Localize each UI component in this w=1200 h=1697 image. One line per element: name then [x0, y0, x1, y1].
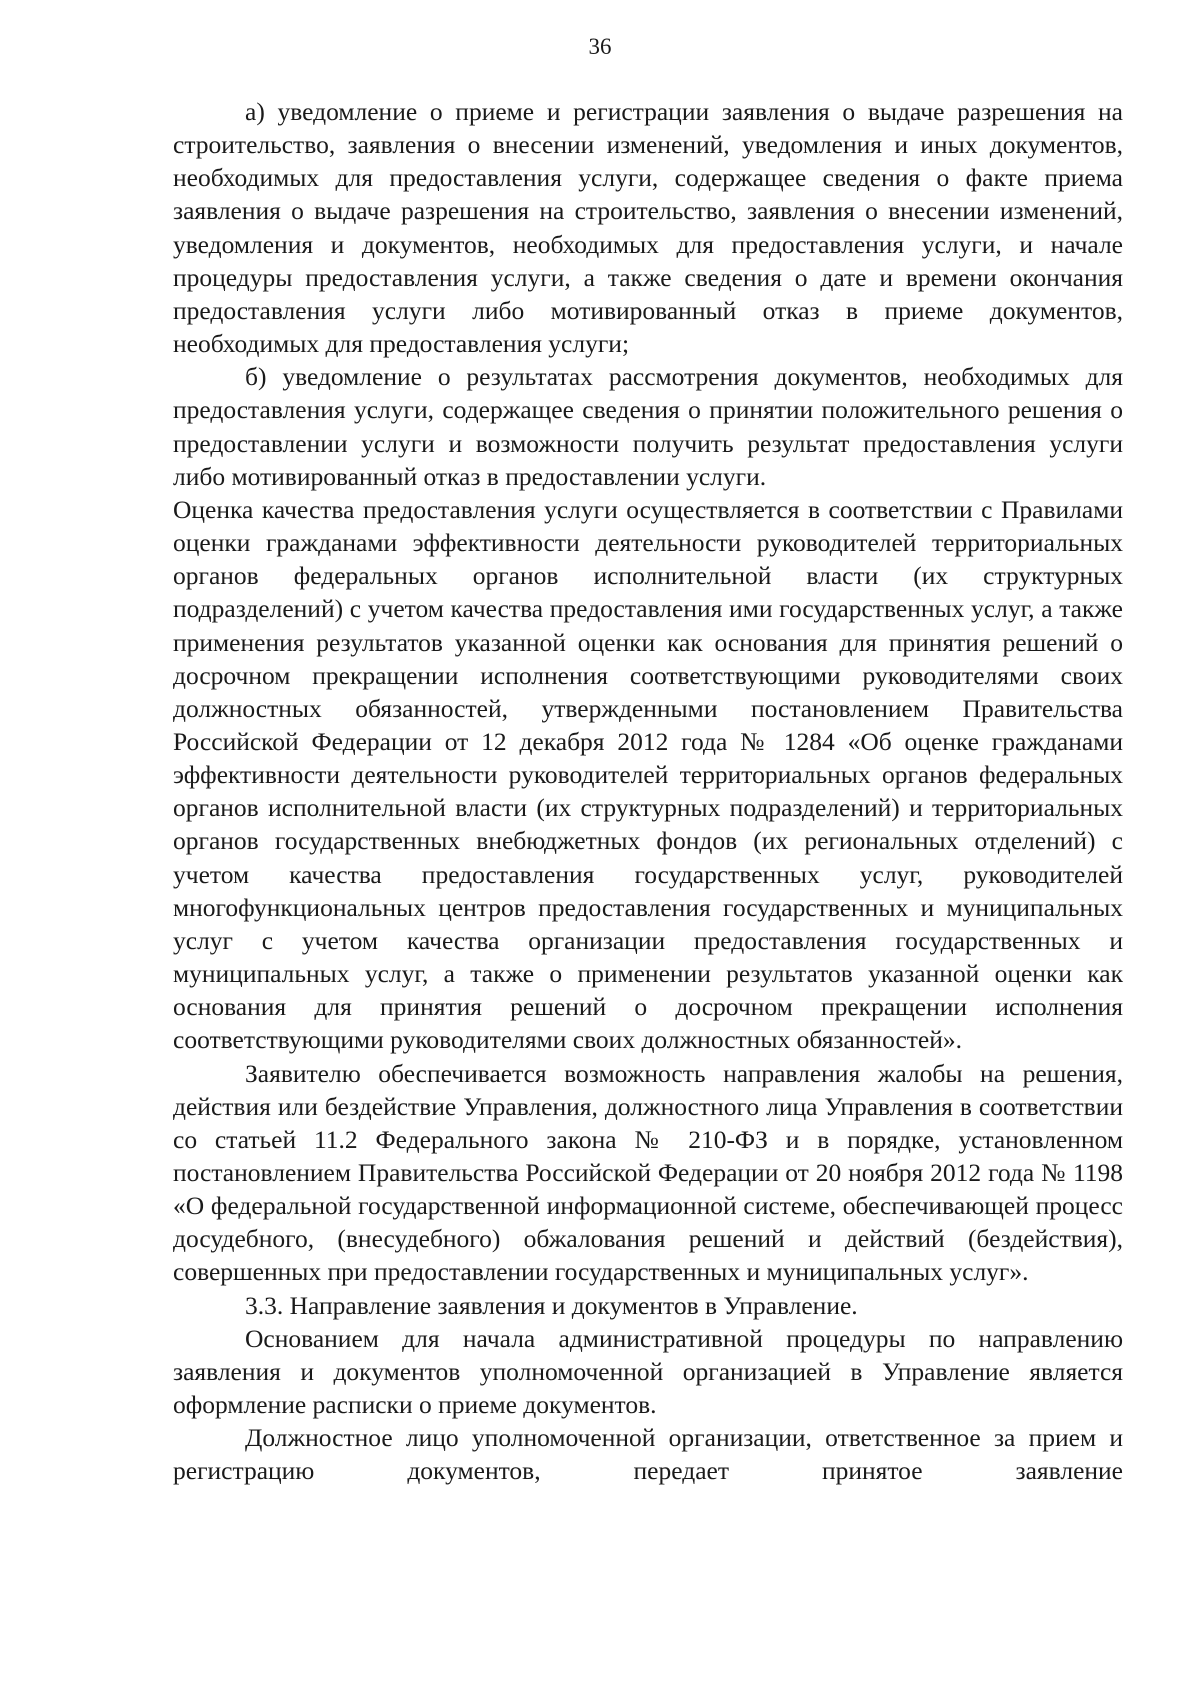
paragraph-notice-receipt: а) уведомление о приеме и регистрации заявления о выдаче разрешения на строительство, заявления о внесении изменений, уведомления и иных документов, необходимых для предоставления услуги, содержащее сведения о факте приема заявления о выдаче разрешения на строительство, заявления о внесении изменений, уведомления и документов, необходимых для предоставления услуги, и начале процедуры предоставления услуги, а также сведения о дате и времени окончания предоставления услуги либо мотивированный отказ в приеме документов, необходимых для предоставления услуги;	[173, 97, 1123, 359]
paragraph-official-transfer: Должностное лицо уполномоченной организации, ответственное за прием и регистрацию документов, передает принятое заявление	[173, 1423, 1123, 1486]
paragraph-notice-results: б) уведомление о результатах рассмотрения документов, необходимых для предоставления услуги, содержащее сведения о принятии положительного решения о предоставлении услуги и возможности получить результат предоставления услуги либо мотивированный отказ в предоставлении услуги.	[173, 362, 1123, 491]
paragraph-complaint-right: Заявителю обеспечивается возможность направления жалобы на решения, действия или бездействие Управления, должностного лица Управления в соответствии со статьей 11.2 Федерального закона № 210-ФЗ и в порядке, установленном постановлением Правительства Российской Федерации от 20 ноября 2012 года № 1198 «О федеральной государственной информационной системе, обеспечивающей процесс досудебного, (внесудебного) обжалования решений и действий (бездействия), совершенных при предоставлении государственных и муниципальных услуг».	[173, 1058, 1123, 1287]
section-heading-3-3: 3.3. Направление заявления и документов в Управление.	[245, 1290, 858, 1320]
paragraph-quality-assessment: Оценка качества предоставления услуги осуществляется в соответствии с Правилами оценки гражданами эффективности деятельности руководителей территориальных органов федеральных органов исполнительной власти (их структурных подразделений) с учетом качества предоставления ими государственных услуг, а также применения результатов указанной оценки как основания для принятия решений о досрочном прекращении исполнения соответствующими руководителями своих должностных обязанностей, утвержденными постановлением Правительства Российской Федерации от 12 декабря 2012 года № 1284 «Об оценке гражданами эффективности деятельности руководителей территориальных органов федеральных органов исполнительной власти (их структурных подразделений) и территориальных органов государственных внебюджетных фондов (их региональных отделений) с учетом качества предоставления государственных услуг, руководителей многофункциональных центров предоставления государственных и муниципальных услуг с учетом качества организации предоставления государственных и муниципальных услуг, а также о применении результатов указанной оценки как основания для принятия решений о досрочном прекращении исполнения соответствующими руководителями своих должностных обязанностей».	[173, 494, 1123, 1055]
document-body	[173, 95, 1123, 1488]
paragraph-procedure-basis: Основанием для начала административной процедуры по направлению заявления и документов уполномоченной организацией в Управление является оформление расписки о приеме документов.	[173, 1323, 1123, 1420]
page-number: 36	[588, 34, 612, 59]
